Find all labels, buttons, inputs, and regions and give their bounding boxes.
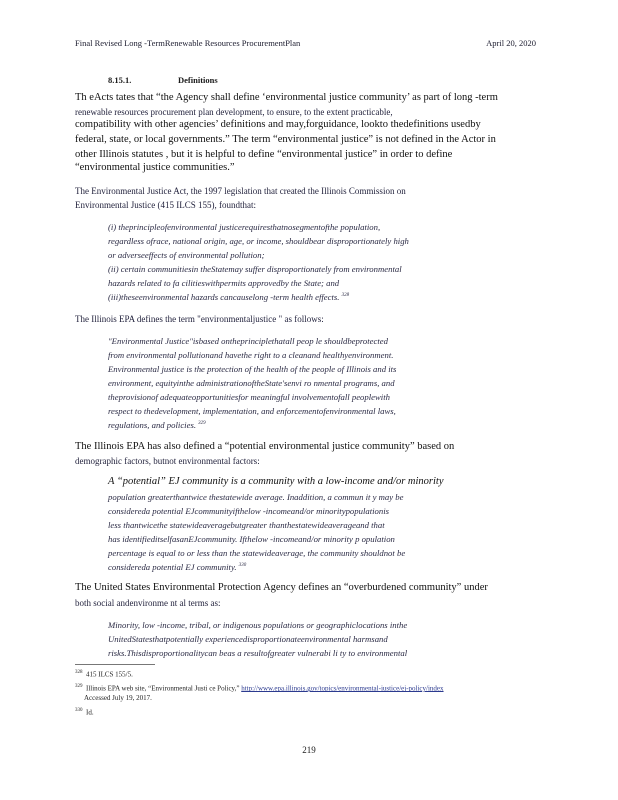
footnote-mark: 329 xyxy=(75,684,83,689)
footnote-330 xyxy=(75,708,94,716)
body-line: demographic factors, butnot environmental factors: xyxy=(75,456,260,466)
footnote-ref[interactable]: 329 xyxy=(198,421,206,427)
quote-line: less thantwicethe statewideaveragebutgreater thanthestatewideaverageand that xyxy=(108,520,385,530)
body-line: Environmental Justice (415 ILCS 155), foundthat: xyxy=(75,200,256,210)
body-line: Th eActs tates that “the Agency shall define ‘environmental justice community’ as part of long -term xyxy=(75,92,498,103)
body-line: other Illinois statutes , but it is helpful to define “environmental justice” in order to define xyxy=(75,149,453,160)
footnote-link[interactable]: http://www.epa.illinois.gov/topics/environmental-justice/ej-policy/index xyxy=(241,684,444,693)
body-line: “environmental justice communities.” xyxy=(75,162,235,173)
quote-line: (ii) certain communitiesin theStatemay suffer disproportionately from environmental xyxy=(108,264,402,274)
quote-line: risks.Thisdisproportionalitycan beas a resultofgreater vulnerabi li ty to environmental xyxy=(108,648,408,658)
quote-line: regardless ofrace, national origin, age, or income, shouldbear disproportionately high xyxy=(108,236,409,246)
quote-line: (i) theprincipleofenvironmental justicerequiresthatnosegmentofthe population, xyxy=(108,222,381,232)
quote-text: considereda potential EJ community. xyxy=(108,562,237,572)
section-heading xyxy=(108,75,218,85)
body-line: The Illinois EPA defines the term "environmentaljustice " as follows: xyxy=(75,314,324,324)
quote-line xyxy=(108,562,246,572)
footnote-text: 415 ILCS 155/5. xyxy=(86,670,133,679)
footnote-328 xyxy=(75,670,133,678)
quote-line xyxy=(108,420,206,430)
quote-line: or adverseeffects of environmental pollution; xyxy=(108,250,265,260)
body-line: The Illinois EPA has also defined a “potential environmental justice community” based on xyxy=(75,441,455,452)
quote-line xyxy=(108,292,349,302)
quote-line: Minority, low -income, tribal, or indigenous populations or geographiclocations inthe xyxy=(108,620,408,630)
quote-line: respect to thedevelopment, implementation, and enforcementofenvironmental laws, xyxy=(108,406,396,416)
footnote-divider xyxy=(75,664,155,665)
footnote-mark: 328 xyxy=(75,670,83,675)
running-header-title: Final Revised Long -TermRenewable Resources ProcurementPlan xyxy=(75,38,301,48)
quote-line: Environmental justice is the protection of the health of the people of Illinois and its xyxy=(108,364,397,374)
quote-line: population greaterthantwice thestatewide average. Inaddition, a commun it y may be xyxy=(108,492,404,502)
body-line: compatibility with other agencies’ definitions and may,forguidance, lookto thedefinitions usedby xyxy=(75,119,481,130)
footnote-329 xyxy=(75,684,444,692)
quote-line: has identifieditselfasanEJcommunity. Ifthelow -incomeand/or minority p opulation xyxy=(108,534,395,544)
quote-line: percentage is equal to or less than the statewideaverage, the community shouldnot be xyxy=(108,548,406,558)
section-number: 8.15.1. xyxy=(108,75,132,85)
body-line: The United States Environmental Protection Agency defines an “overburdened community” under xyxy=(75,582,488,593)
footnote-text: Illinois EPA web site, “Environmental Justi ce Policy,” xyxy=(86,684,240,693)
section-title: Definitions xyxy=(178,75,218,85)
quote-line: considereda potential EJcommunityifthelow -incomeand/or minoritypopulationis xyxy=(108,506,390,516)
body-line: both social andenvironme nt al terms as: xyxy=(75,598,221,608)
quote-line: environment, equityinthe administrationoftheState'senvi ro nmental programs, and xyxy=(108,378,395,388)
quote-line: hazards related to fa cilitieswithpermits approvedby the State; and xyxy=(108,278,340,288)
footnote-ref[interactable]: 330 xyxy=(238,563,247,569)
body-line: federal, state, or local governments.” The term “environmental justice” is not defined in the Actor in xyxy=(75,134,496,145)
quote-line: "Environmental Justice"isbased ontheprinciplethatall peop le shouldbeprotected xyxy=(108,336,389,346)
body-line: renewable resources procurement plan development, to ensure, to the extent practicable, xyxy=(75,107,393,117)
quote-text: regulations, and policies. xyxy=(108,420,196,430)
footnote-mark: 330 xyxy=(75,708,83,713)
page-number: 219 xyxy=(302,745,316,755)
quote-line: A “potential” EJ community is a community with a low-income and/or minority xyxy=(108,476,444,487)
running-header-date: April 20, 2020 xyxy=(486,38,536,48)
body-line: The Environmental Justice Act, the 1997 legislation that created the Illinois Commission on xyxy=(75,186,406,196)
quote-text: (iii)theseenvironmental hazards cancauselong -term health effects. xyxy=(108,292,340,302)
quote-line: UnitedStatesthatpotentially experiencedisproportionateenvironmental harmsand xyxy=(108,634,388,644)
footnote-accessed: Accessed July 19, 2017. xyxy=(84,694,152,702)
quote-line: theprovisionof adequateopportunitiesfor meaningful involvementofall peoplewith xyxy=(108,392,390,402)
footnote-ref[interactable]: 328 xyxy=(341,293,350,299)
quote-line: from environmental pollutionand havethe right to a cleanand healthyenvironment. xyxy=(108,350,394,360)
footnote-text: Id. xyxy=(86,708,94,717)
